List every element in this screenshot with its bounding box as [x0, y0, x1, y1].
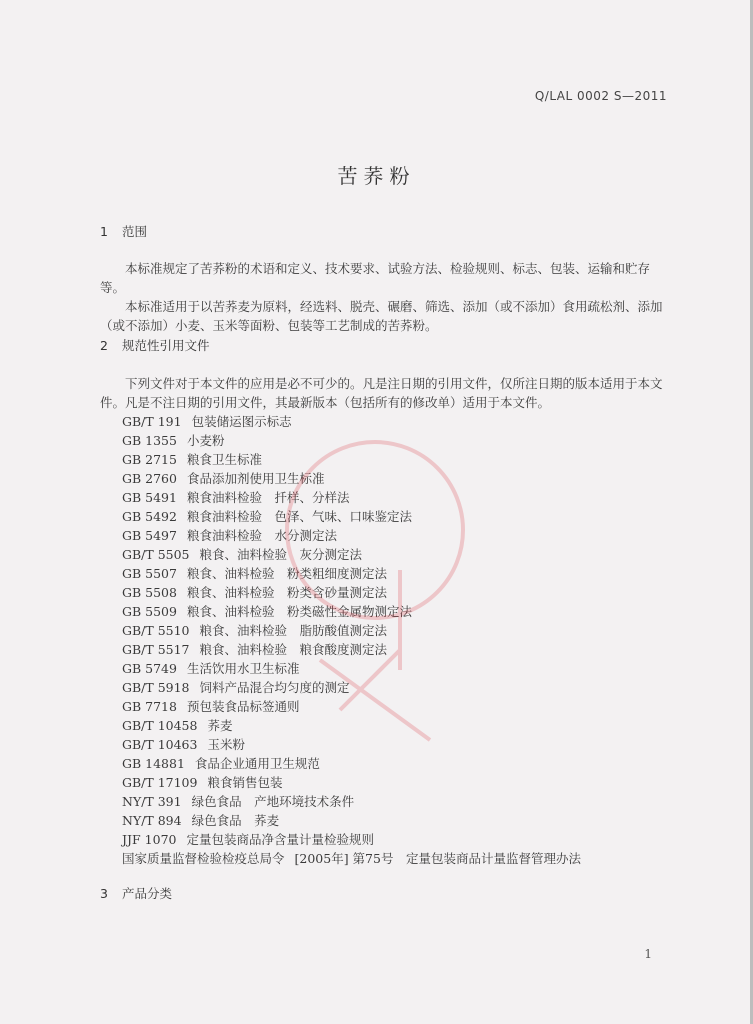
reference-title: 绿色食品 产地环境技术条件 [191, 794, 355, 809]
list-item [122, 488, 581, 507]
reference-code: GB 5491 [122, 490, 177, 505]
scope-paragraph: 本标准规定了苦荞粉的术语和定义、技术要求、试验方法、检验规则、标志、包装、运输和贮存等。 [100, 261, 651, 295]
reference-code: GB/T 5510 [122, 623, 190, 638]
reference-code: GB 1355 [122, 433, 177, 448]
section-number: 3 [100, 886, 108, 901]
reference-code: GB/T 10463 [122, 737, 198, 752]
list-item [122, 659, 581, 678]
reference-title: 粮食、油料检验 粉类含砂量测定法 [186, 585, 387, 600]
reference-title: 粮食、油料检验 灰分测定法 [199, 547, 363, 562]
reference-title: 粮食、油料检验 粉类磁性金属物测定法 [186, 604, 412, 619]
list-item [122, 640, 581, 659]
list-item [122, 545, 581, 564]
list-item [122, 754, 581, 773]
reference-title: 粮食油料检验 扦样、分样法 [186, 490, 350, 505]
reference-code: GB 5497 [122, 528, 177, 543]
list-item [122, 431, 581, 450]
list-item [122, 450, 581, 469]
reference-title: 食品添加剂使用卫生标准 [186, 471, 325, 486]
reference-title: 预包装食品标签通则 [186, 699, 300, 714]
list-item [122, 697, 581, 716]
references-intro-paragraph: 下列文件对于本文件的应用是必不可少的。凡是注日期的引用文件，仅所注日期的版本适用于本文件。凡是不注日期的引用文件，其最新版本（包括所有的修改单）适用于本文件。 [100, 376, 663, 410]
reference-title: 粮食油料检验 水分测定法 [186, 528, 337, 543]
reference-title: 饲料产品混合均匀度的测定 [199, 680, 350, 695]
list-item [122, 526, 581, 545]
reference-title: 粮食、油料检验 粮食酸度测定法 [199, 642, 388, 657]
list-item [122, 583, 581, 602]
list-item [122, 469, 581, 488]
reference-code: GB 7718 [122, 699, 177, 714]
reference-code: 国家质量监督检验检疫总局令 [122, 851, 285, 866]
reference-code: NY/T 391 [122, 794, 182, 809]
section-heading-references [100, 336, 210, 354]
reference-code: GB/T 5918 [122, 680, 190, 695]
list-item [122, 716, 581, 735]
reference-code: GB 5509 [122, 604, 177, 619]
list-item [122, 412, 581, 431]
reference-title: 玉米粉 [207, 737, 245, 752]
reference-title: 粮食销售包装 [207, 775, 283, 790]
reference-title: 包装储运图示标志 [191, 414, 292, 429]
reference-title: 粮食、油料检验 脂肪酸值测定法 [199, 623, 388, 638]
list-item [122, 811, 581, 830]
section-title: 范围 [121, 224, 147, 239]
reference-code: GB/T 5505 [122, 547, 190, 562]
scope-text [100, 259, 670, 335]
reference-code: GB/T 191 [122, 414, 182, 429]
document-title: 苦荞粉 [337, 164, 416, 188]
reference-code: GB 5492 [122, 509, 177, 524]
reference-code: GB/T 5517 [122, 642, 190, 657]
list-item [122, 773, 581, 792]
reference-title: [2005年] 第75号 定量包装商品计量监督管理办法 [294, 851, 581, 866]
reference-code: JJF 1070 [122, 832, 177, 847]
section-number: 1 [100, 224, 108, 239]
reference-code: GB 5749 [122, 661, 177, 676]
list-item [122, 564, 581, 583]
reference-title: 小麦粉 [186, 433, 225, 448]
reference-code: NY/T 894 [122, 813, 182, 828]
list-item [122, 792, 581, 811]
reference-title: 粮食、油料检验 粉类粗细度测定法 [186, 566, 387, 581]
reference-title: 生活饮用水卫生标准 [186, 661, 300, 676]
scope-paragraph: 本标准适用于以苦荞麦为原料，经选料、脱壳、碾磨、筛选、添加（或不添加）食用疏松剂、添加（或不添加）小麦、玉米等面粉、包装等工艺制成的苦荞粉。 [100, 299, 663, 333]
reference-code: GB/T 17109 [122, 775, 198, 790]
reference-title: 粮食油料检验 色泽、气味、口味鉴定法 [186, 509, 412, 524]
reference-code: GB 5507 [122, 566, 177, 581]
list-item [122, 621, 581, 640]
page-number: 1 [644, 947, 652, 961]
section-heading-scope [100, 222, 147, 240]
list-item [122, 830, 581, 849]
section-title: 产品分类 [121, 886, 172, 901]
reference-title: 定量包装商品净含量计量检验规则 [186, 832, 374, 847]
reference-code: GB/T 10458 [122, 718, 198, 733]
list-item [122, 849, 581, 868]
list-item [122, 507, 581, 526]
reference-code: GB 5508 [122, 585, 177, 600]
reference-title: 绿色食品 荞麦 [191, 813, 280, 828]
reference-list [122, 412, 581, 868]
section-heading-classification [100, 884, 172, 902]
reference-title: 食品企业通用卫生规范 [194, 756, 320, 771]
reference-code: GB 14881 [122, 756, 185, 771]
reference-title: 粮食卫生标准 [186, 452, 262, 467]
section-title: 规范性引用文件 [121, 338, 210, 353]
list-item [122, 735, 581, 754]
section-number: 2 [100, 338, 108, 353]
reference-code: GB 2760 [122, 471, 177, 486]
reference-code: GB 2715 [122, 452, 177, 467]
list-item [122, 602, 581, 621]
standard-code: Q/LAL 0002 S—2011 [534, 89, 667, 103]
reference-title: 荞麦 [207, 718, 233, 733]
references-intro [100, 374, 670, 412]
list-item [122, 678, 581, 697]
